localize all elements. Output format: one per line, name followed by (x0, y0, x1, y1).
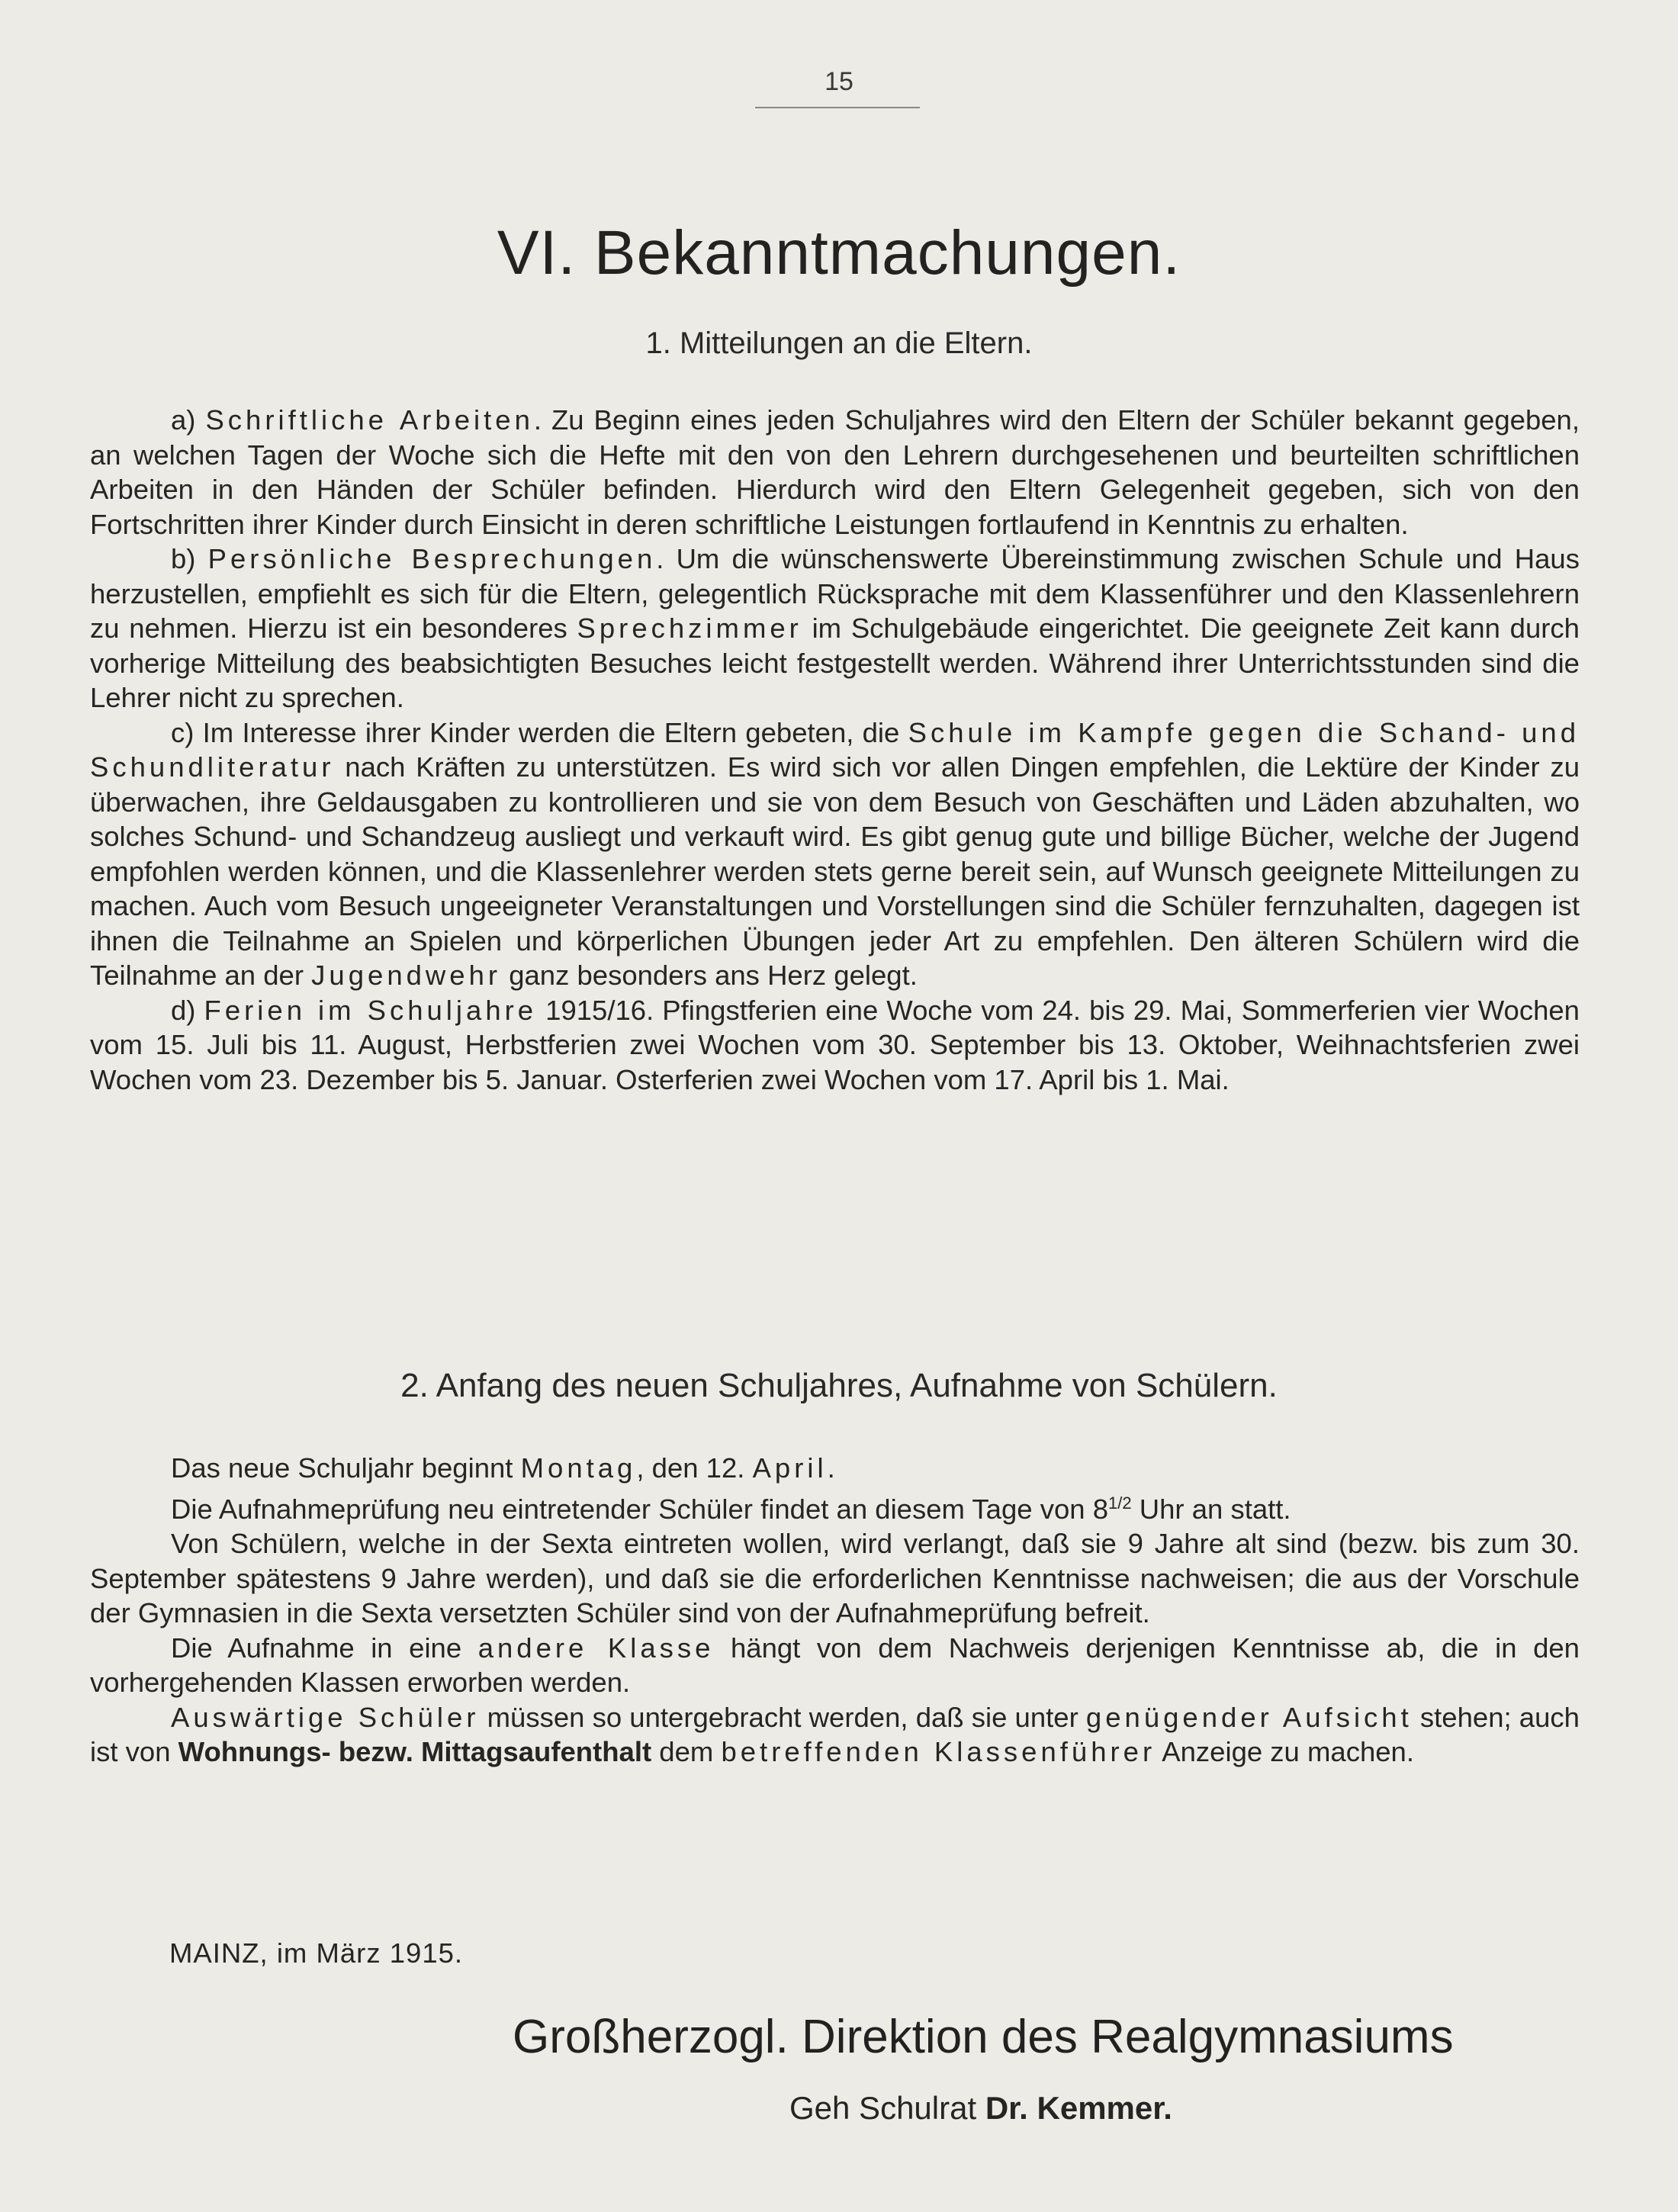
item-label: b) (171, 543, 196, 574)
paragraph-text: Anzeige zu machen. (1162, 1736, 1414, 1768)
term-jugendwehr: Jugendwehr (311, 960, 502, 991)
term-schriftliche-arbeiten: Schriftliche Arbeiten (205, 404, 534, 436)
term-andere-klasse: andere Klasse (477, 1632, 715, 1664)
paragraph-b (90, 542, 1580, 715)
paragraph-c (90, 715, 1580, 993)
paragraph-a (90, 403, 1580, 542)
section1-body (90, 403, 1580, 1097)
term-sprechzimmer: Sprechzimmer (577, 612, 802, 644)
signer-title: Geh Schulrat (789, 2090, 977, 2126)
paragraph-text: . (827, 1452, 835, 1484)
fraction: 1/2 (1108, 1493, 1132, 1513)
paragraph-text: müssen so untergebracht werden, daß sie unter (487, 1701, 1078, 1733)
page-number-rule (755, 107, 920, 108)
signer-name: Dr. Kemmer. (985, 2090, 1172, 2126)
paragraph-text: Uhr an statt. (1139, 1493, 1291, 1525)
paragraph-d (90, 993, 1580, 1098)
place-date: MAINZ, im März 1915. (169, 1937, 464, 1969)
section2-heading: 2. Anfang des neuen Schuljahres, Aufnahme von Schülern. (400, 1367, 1278, 1404)
paragraph-text: im Schulgebäude eingerichtet. Die geeignete Zeit kann durch vorherige Mitteilung des beabsichtigten Besuches leicht festgestellt werden. Während ihrer Unterrichtsstunden sind die Lehrer nicht zu sprechen. (90, 612, 1580, 713)
term-schundliteratur: Schule im Kampfe gegen die Schand- und Schundliteratur (90, 716, 1580, 783)
paragraph-text: Die Aufnahme in eine (171, 1632, 462, 1664)
paragraph-schuljahr-beginn (90, 1451, 1580, 1486)
paragraph-text: 1915/16. Pfingstferien eine Woche vom 24. bis 29. Mai, Sommerferien vier Wochen vom 15. Juli bis 11. August, Herbstferien zwei Wochen vom 30. September bis 13. Oktober, Weihnachtsferien zwei Wochen vom 23. Dezember bis 5. Januar. Osterferien zwei Wochen vom 17. April bis 1. Mai. (90, 994, 1580, 1095)
term-montag: Montag (520, 1452, 637, 1484)
term-ferien: Ferien im Schuljahre (204, 994, 538, 1026)
item-label: a) (171, 404, 196, 436)
paragraph-text: nach Kräften zu unterstützen. Es wird sich vor allen Dingen empfehlen, die Lektüre der Kinder zu überwachen, ihre Geldausgaben zu kontrollieren und sie von dem Besuch von Geschäften und Läden abzuhalten, wo solches Schund- und Schandzeug ausliegt und verkauft wird. Es gibt genug gute und billige Bücher, welche der Jugend empfohlen werden können, und die Klassenlehrer werden stets gerne bereit sein, auf Wunsch geeignete Mitteilungen zu machen. Auch vom Besuch ungeeigneter Veranstaltungen und Vorstellungen sind die Schüler fernzuhalten, dagegen ist ihnen die Teilnahme an Spielen und körperlichen Übungen jeder Art zu empfehlen. Den älteren Schülern wird die Teilnahme an der (90, 751, 1580, 991)
paragraph-text: , den 12. (636, 1452, 745, 1484)
paragraph-text: Das neue Schuljahr beginnt (171, 1452, 513, 1484)
bold-wohnungs-aufenthalt: Wohnungs- bezw. Mittagsaufenthalt (178, 1736, 652, 1768)
paragraph-text: dem (659, 1736, 714, 1768)
paragraph-sexta: Von Schülern, welche in der Sexta eintreten wollen, wird verlangt, daß sie 9 Jahre alt sind (bezw. bis zum 30. September spätestens 9 Jahre werden), und daß sie die erforderlichen Kenntnisse nachweisen; die aus der Vorschule der Gymnasien in die Sexta versetzten Schüler sind von der Aufnahmeprüfung befreit. (90, 1528, 1580, 1629)
page-number: 15 (825, 67, 853, 96)
paragraph-aufnahmepruefung (90, 1486, 1580, 1527)
paragraph-text: ganz besonders ans Herz gelegt. (509, 960, 918, 991)
paragraph-text: . Zu Beginn eines jeden Schuljahres wird den Eltern der Schüler bekannt gegeben, an welchen Tagen der Woche sich die Hefte mit den von den Lehrern durchgesehenen und beurteilten schriftlichen Arbeiten in den Händen der Schüler befinden. Hierdurch wird den Eltern Gelegenheit gegeben, sich von den Fortschritten ihrer Kinder durch Einsicht in deren schriftliche Leistungen fortlaufend in Kenntnis zu erhalten. (90, 404, 1580, 540)
item-label: d) (171, 994, 196, 1026)
section2-body (90, 1451, 1580, 1770)
paragraph-text: stehen; auch ist von (90, 1701, 1580, 1768)
signer-line (789, 2090, 1172, 2127)
term-april: April (752, 1452, 828, 1484)
authority-line: Großherzogl. Direktion des Realgymnasiums (513, 2011, 1454, 2063)
paragraph-text: Die Aufnahmeprüfung neu eintretender Schüler findet an diesem Tage von 8 (171, 1493, 1108, 1525)
term-persoenliche-besprechungen: Persönliche Besprechungen (207, 543, 657, 574)
term-genuegender-aufsicht: genügender Aufsicht (1085, 1701, 1413, 1733)
paragraph-auswaertige-schueler (90, 1700, 1580, 1770)
term-betreffenden-klassenfuehrer: betreffenden Klassenführer (721, 1736, 1156, 1768)
paragraph-text: hängt von dem Nachweis derjenigen Kenntnisse ab, die in den vorhergehenden Klassen erworben werden. (90, 1632, 1580, 1699)
item-label: c) (171, 716, 194, 748)
paragraph-text: . Um die wünschenswerte Übereinstimmung zwischen Schule und Haus herzustellen, empfiehlt es sich für die Eltern, gelegentlich Rücksprache mit dem Klassenführer und den Klassenlehrern zu nehmen. Hierzu ist ein besonderes (90, 543, 1580, 644)
section1-heading: 1. Mitteilungen an die Eltern. (645, 326, 1033, 360)
page-title: VI. Bekanntmachungen. (497, 218, 1181, 288)
paragraph-andere-klasse (90, 1631, 1580, 1700)
paragraph-text: Im Interesse ihrer Kinder werden die Eltern gebeten, die (202, 716, 900, 748)
term-auswaertige-schueler: Auswärtige Schüler (171, 1701, 480, 1733)
